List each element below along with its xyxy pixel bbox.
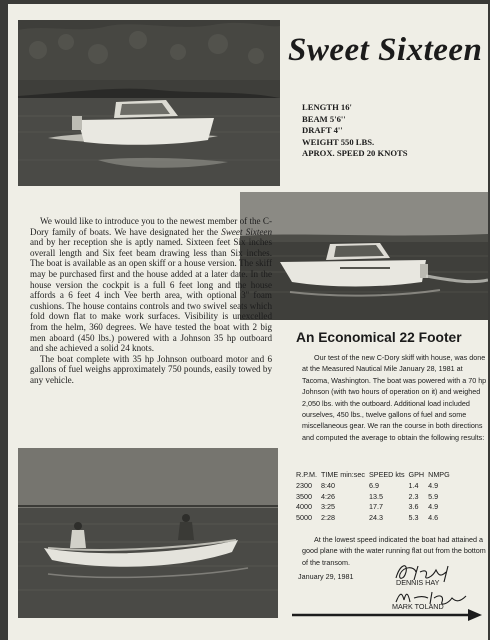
photo-22-footer bbox=[240, 192, 488, 320]
signer-dennis-hay: DENNIS HAY bbox=[396, 578, 440, 587]
spec-draft: DRAFT 4'' bbox=[302, 125, 343, 135]
intro-text bbox=[30, 216, 272, 386]
table-row: 4000 3:25 17.7 3.6 4.9 bbox=[296, 502, 439, 512]
page-title: Sweet Sixteen bbox=[288, 32, 483, 68]
table-row: 2300 8:40 6.9 1.4 4.9 bbox=[296, 481, 439, 490]
col-speed: SPEED kts bbox=[368, 470, 405, 479]
brochure-page bbox=[8, 4, 488, 640]
report-date: January 29, 1981 bbox=[298, 572, 354, 581]
col-time: TIME min:sec bbox=[321, 470, 365, 479]
intro-paragraph-2: The boat complete with 35 hp Johnson outboard motor and 6 gallons of fuel weighs approximately 750 pounds, easily towed by any vehicle. bbox=[30, 353, 272, 385]
spec-length: LENGTH 16' bbox=[302, 102, 352, 112]
spec-speed: APROX. SPEED 20 KNOTS bbox=[302, 148, 408, 158]
photo-open-skiff bbox=[18, 448, 278, 618]
table-row: 3500 4:26 13.5 2.3 5.9 bbox=[296, 491, 439, 501]
col-gph: GPH bbox=[408, 470, 425, 479]
arrow-right-icon bbox=[292, 608, 484, 622]
col-rpm: R.P.M. bbox=[296, 470, 318, 479]
photo-sweet-sixteen-cabin bbox=[18, 20, 280, 186]
test-description: Our test of the new C-Dory skiff with house, was done at the Measured Nautical Mile January 28, 1981 at Tacoma, Washington. The boat was powered with a 70 hp Johnson (with two hours of operation on it) and weighed 2,050 lbs. with the outboard. Additional load included ourselves, 450 lbs., twelve gallons of fuel and some miscellaneous gear. We ran the course in both directions and computed the average to obtain the following results: bbox=[302, 353, 487, 442]
results-table bbox=[296, 470, 454, 523]
spec-list bbox=[302, 102, 408, 160]
spec-beam: BEAM 5'6'' bbox=[302, 113, 346, 124]
table-row: 5000 2:28 24.3 5.3 4.6 bbox=[296, 512, 439, 522]
intro-paragraph-1: We would like to introduce you to the newest member of the C-Dory family of boats. We have designated her the Sweet Sixteen and by her reception she is aptly named. Sixteen feet Six inches overall length and Six feet beam drawing less than Six inches. The boat is available as an open skiff or a house version. The skiff may be purchased first and the house added at a later date. In the house version the cockpit is a full 6 feet long and the house affords a 6 feet 4 inch Vee berth area, with optional 3'' foam cushions. The house contains controls and two swivel seats which fold down flat to make work surfaces. Visibility is unexcelled from the helm, 360 degrees. We have tested the boat with 2 big men aboard (450 lbs.) powered with a Johnson 35 hp outboard and she achieved a solid 24 knots. bbox=[30, 216, 272, 354]
spec-weight: WEIGHT 550 LBS. bbox=[302, 136, 375, 147]
table-header-row bbox=[296, 470, 454, 481]
section-heading: An Economical 22 Footer bbox=[296, 330, 462, 345]
signer-mark-toland: MARK TOLAND bbox=[392, 602, 444, 611]
col-nmpg: NMPG bbox=[428, 470, 450, 479]
plane-note: At the lowest speed indicated the boat had attained a good plane with the water running flat out from the bottom of the transom. bbox=[302, 535, 486, 567]
